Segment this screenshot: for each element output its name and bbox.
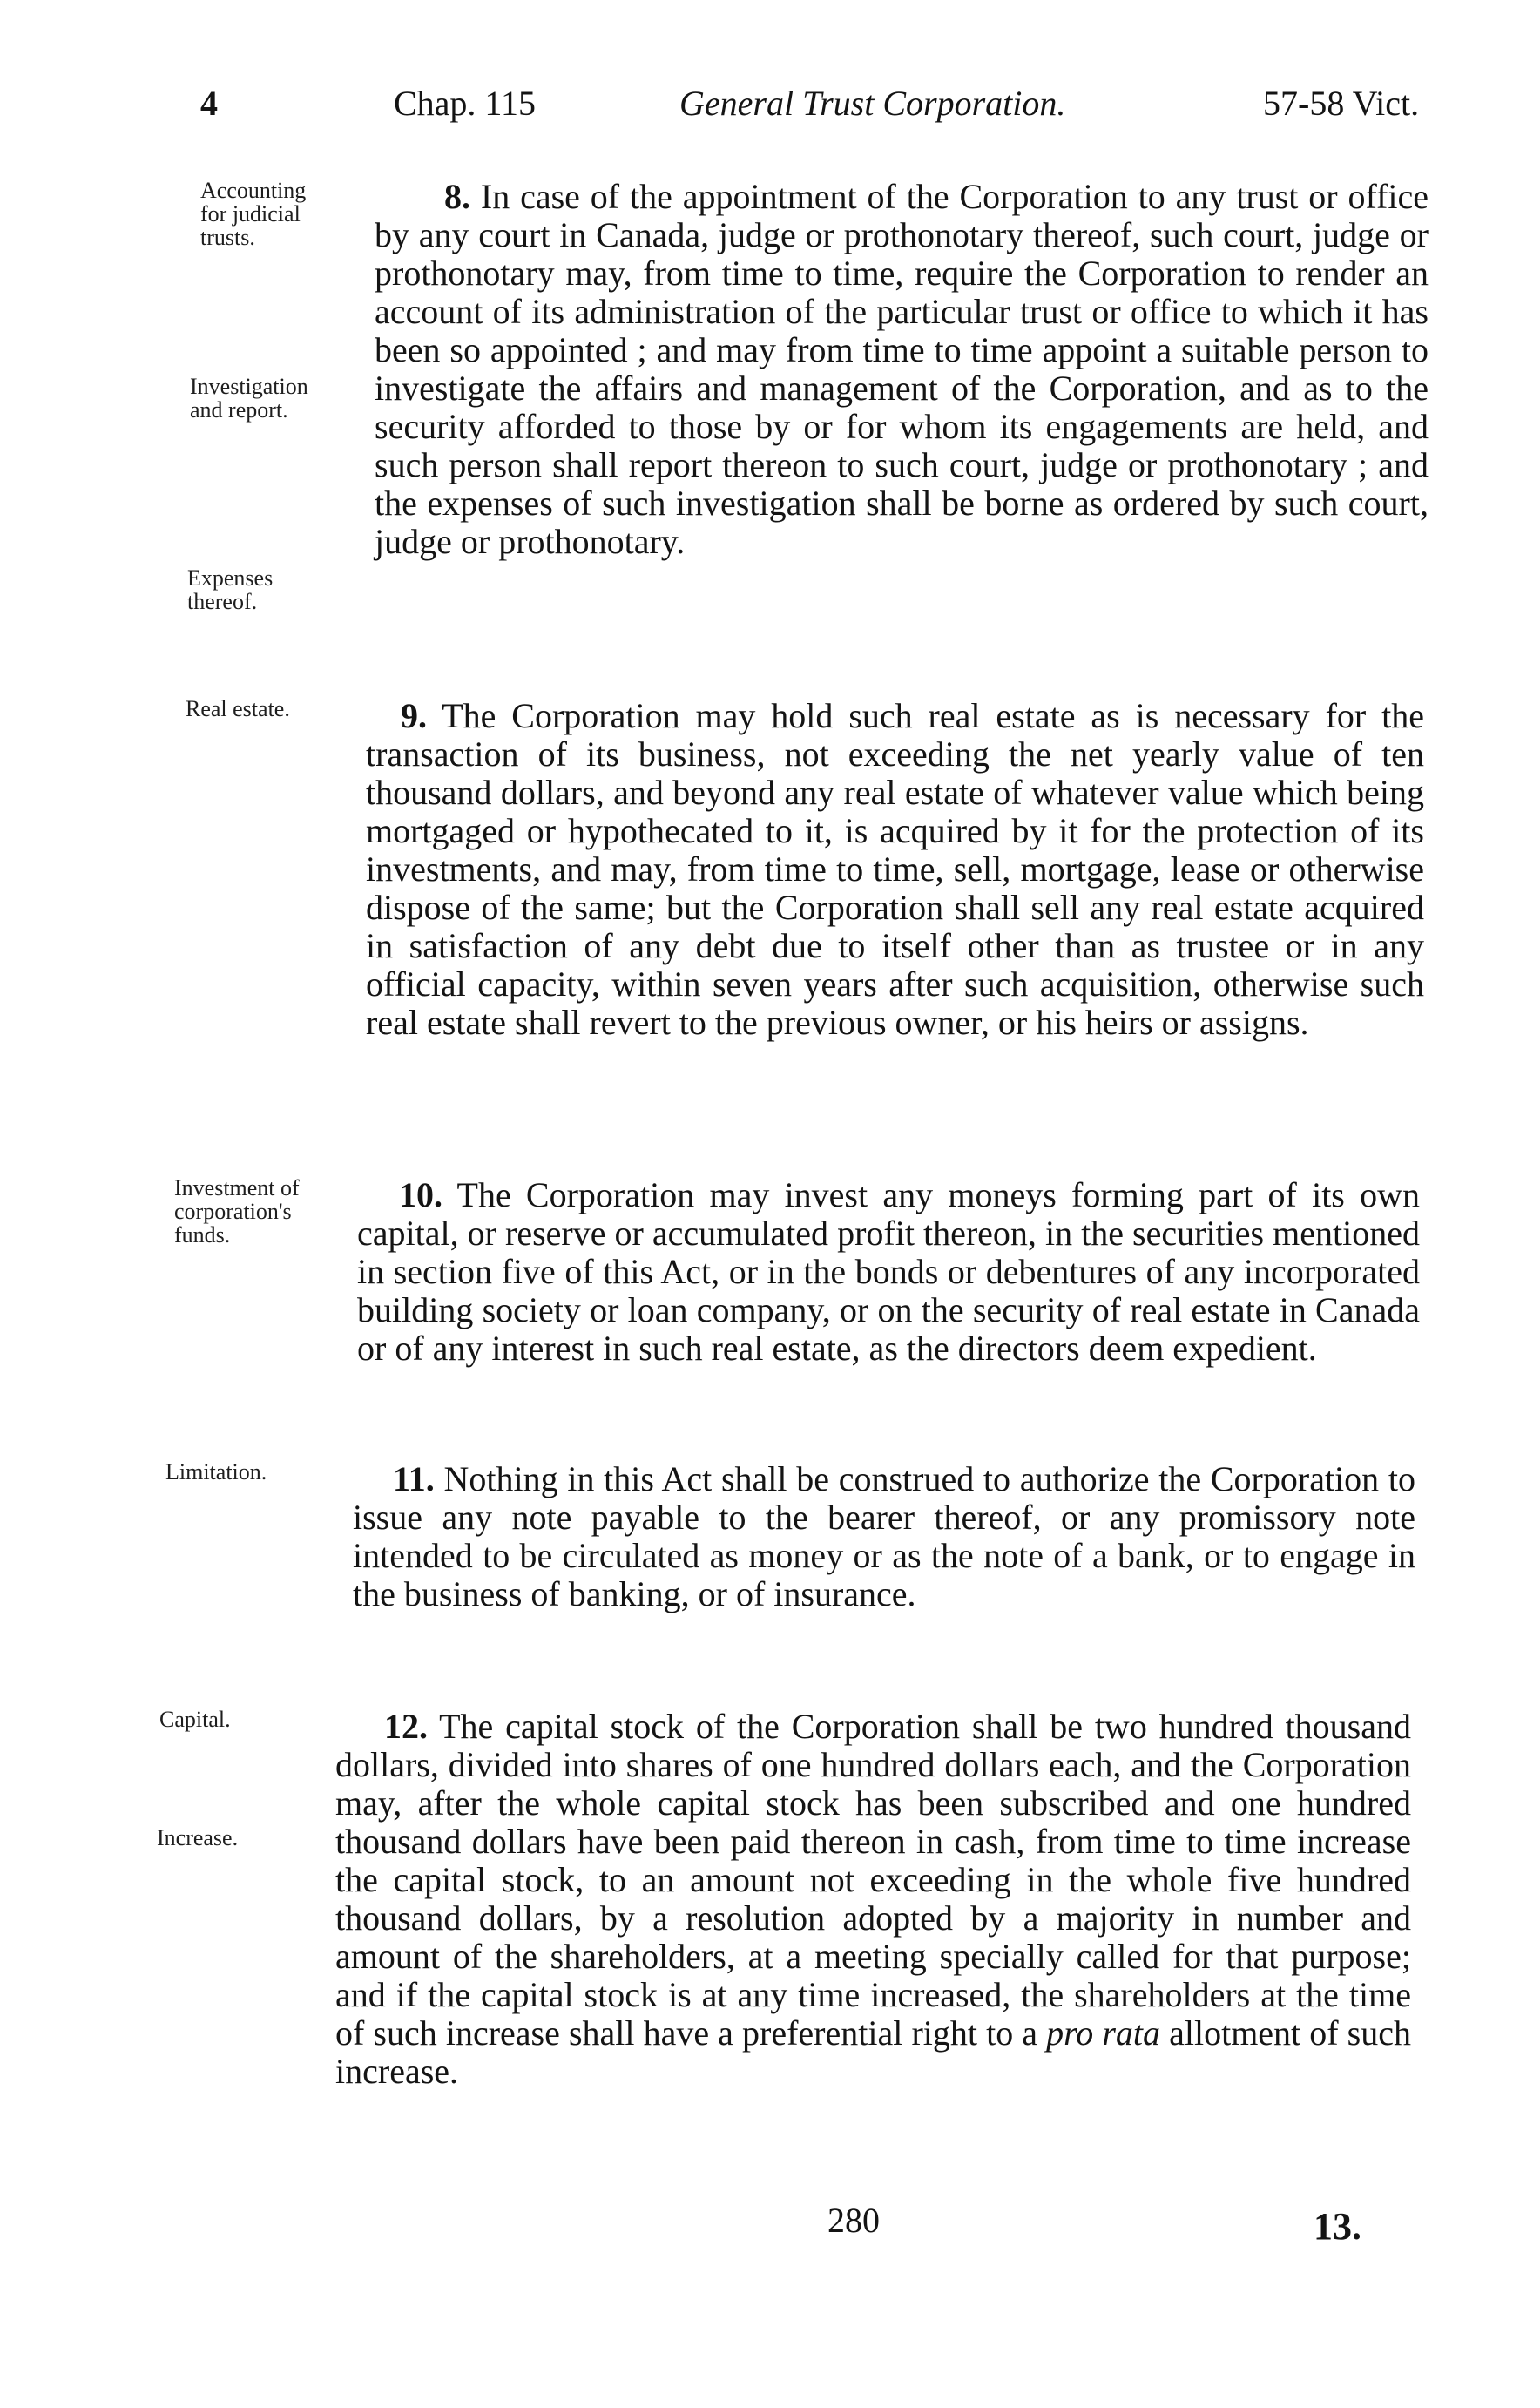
running-title: General Trust Corporation.	[679, 84, 1066, 123]
section-12-text-after: allotment of such increase.	[335, 2013, 1411, 2091]
section-12-text-before: The capital stock of the Corporation shall be two hundred thousand dollars, divided into shares of one hundred dollars each, and the Corporation may, after the whole capital stock has been subscribed and one hundred thousand dollars have been paid thereon in cash, from time to time increase the capital stock, to an amount not exceeding in the whole five hundred thousand dollars, by a resolution adopted by a majority in number and amount of the shareholders, at a meeting specially called for that purpose; and if the capital stock is at any time increased, the shareholders at the time of such increase shall have a preferential right to a	[335, 1707, 1411, 2053]
section-10	[357, 1176, 1420, 1368]
margin-note-increase: Increase.	[157, 1825, 239, 1850]
section-10-text: The Corporation may invest any moneys forming part of its own capital, or reserve or accumulated profit thereon, in the securities mentioned in section five of this Act, or in the bonds or debentures of any incorporated building society or loan company, or on the security of real estate in Canada or of any interest in such real estate, as the directors deem expedient.	[357, 1175, 1420, 1368]
section-12-italic-term: pro rata	[1046, 2013, 1160, 2053]
margin-note-investment: Investment of corporation's funds.	[174, 1175, 300, 1248]
section-9-text: The Corporation may hold such real estate as is necessary for the transaction of its business, not exceeding the net yearly value of ten thousand dollars, and beyond any real estate of whatever value which being mortgaged or hypothecated to it, is acquired by it for the protection of its investments, and may, from time to time, sell, mortgage, lease or otherwise dispose of the same; but the Corporation shall sell any real estate acquired in satisfaction of any debt due to itself other than as trustee or in any official capacity, within seven years after such acquisition, otherwise such real estate shall revert to the previous owner, or his heirs or assigns.	[366, 696, 1425, 1042]
margin-note-expenses: Expenses thereof.	[187, 565, 274, 614]
regnal-year: 57-58 Vict.	[1263, 84, 1420, 123]
section-9	[366, 697, 1424, 1042]
page-number: 4	[200, 84, 218, 123]
section-11-text: Nothing in this Act shall be construed to authorize the Corporation to issue any note payable to the bearer thereof, or any promissory note intended to be circulated as money or as the note of a bank, or to engage in the business of banking, or of insurance.	[353, 1459, 1415, 1613]
section-8-number: 8.	[444, 177, 470, 216]
section-10-number: 10.	[399, 1175, 442, 1214]
margin-note-accounting: Accounting for judicial trusts.	[200, 178, 307, 250]
section-8-text: In case of the appointment of the Corporation to any trust or office by any court in Canada, judge or prothonotary thereof, such court, judge or prothonotary may, from time to time, require the Corporation to render an account of its administration of the particular trust or office to which it has been so appointed ; and may from time to time appoint a suitable person to investigate the affairs and management of the Corporation, and as to the security afforded to those by or for whom its engagements are held, and such person shall report thereon to such court, judge or prothonotary ; and the expenses of such investigation shall be borne as ordered by such court, judge or prothonotary.	[375, 177, 1429, 561]
margin-note-investigation: Investigation and report.	[190, 374, 308, 423]
margin-note-limitation: Limitation.	[165, 1459, 267, 1485]
section-11-number: 11.	[393, 1459, 435, 1498]
section-9-number: 9.	[401, 696, 427, 735]
margin-note-capital: Capital.	[159, 1707, 231, 1732]
chapter-heading: Chap. 115	[394, 84, 536, 123]
footer-page-number: 280	[827, 2201, 880, 2240]
catchword: 13.	[1314, 2205, 1361, 2248]
section-12-number: 12.	[384, 1707, 428, 1746]
section-12	[335, 1708, 1411, 2091]
section-11	[353, 1460, 1415, 1613]
section-8	[375, 178, 1429, 561]
margin-note-real-estate: Real estate.	[186, 696, 290, 721]
